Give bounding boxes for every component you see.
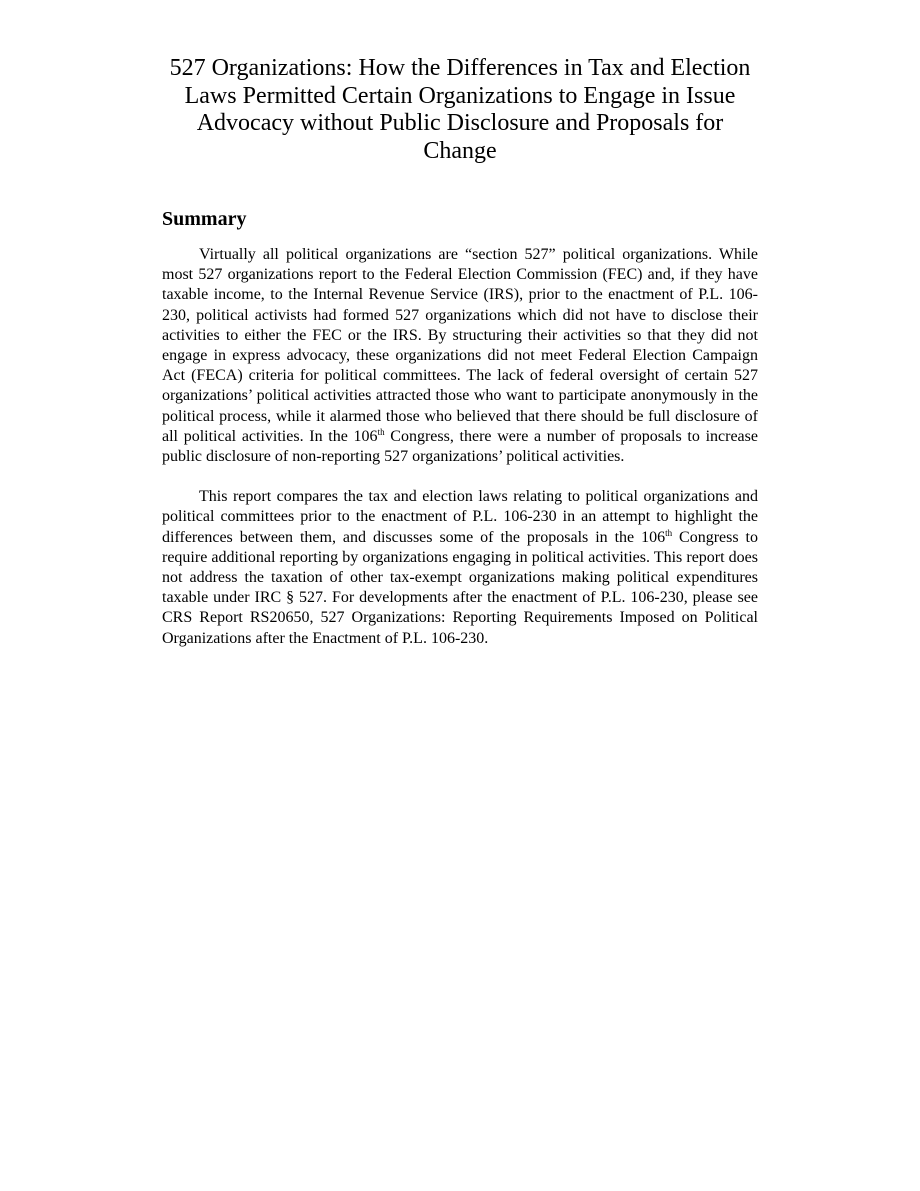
summary-heading: Summary: [162, 208, 247, 230]
summary-paragraph-2: [162, 487, 758, 649]
summary-paragraph-1: [162, 245, 758, 467]
document-title: 527 Organizations: How the Differences in Tax and Election Laws Permitted Certain Organizations to Engage in Issue Advocacy without Public Disclosure and Proposals for Change: [169, 55, 751, 164]
paragraph-2-text-b: Congress to require additional reporting by organizations engaging in political activities. This report does not address the taxation of other tax-exempt organizations making political expenditures taxable under IRC § 527. For developments after the enactment of P.L. 106-230, please see CRS Report RS20650, 527 Organizations: Reporting Requirements Imposed on Political Organizations after the Enactment of P.L. 106-230.: [162, 528, 758, 647]
paragraph-1-text-a: Virtually all political organizations are “section 527” political organizations. While most 527 organizations report to the Federal Election Commission (FEC) and, if they have taxable income, to the Internal Revenue Service (IRS), prior to the enactment of P.L. 106-230, political activists had formed 527 organizations which did not have to disclose their activities to either the FEC or the IRS. By structuring their activities so that they did not engage in express advocacy, these organizations did not meet Federal Election Campaign Act (FECA) criteria for political committees. The lack of federal oversight of certain 527 organizations’ political activities attracted those who want to participate anonymously in the political process, while it alarmed those who believed that there should be full disclosure of all political activities. In the 106: [162, 246, 758, 445]
paragraph-1-text-b: Congress, there were a number of proposals to increase public disclosure of non-reporting 527 organizations’ political activities.: [162, 427, 758, 466]
ordinal-suffix: th: [665, 527, 673, 538]
paragraph-2-text-a: This report compares the tax and election laws relating to political organizations and political committees prior to the enactment of P.L. 106-230 in an attempt to highlight the differences between them, and discusses some of the proposals in the 106: [162, 488, 758, 546]
document-page: [162, 55, 758, 649]
ordinal-suffix: th: [377, 426, 385, 437]
